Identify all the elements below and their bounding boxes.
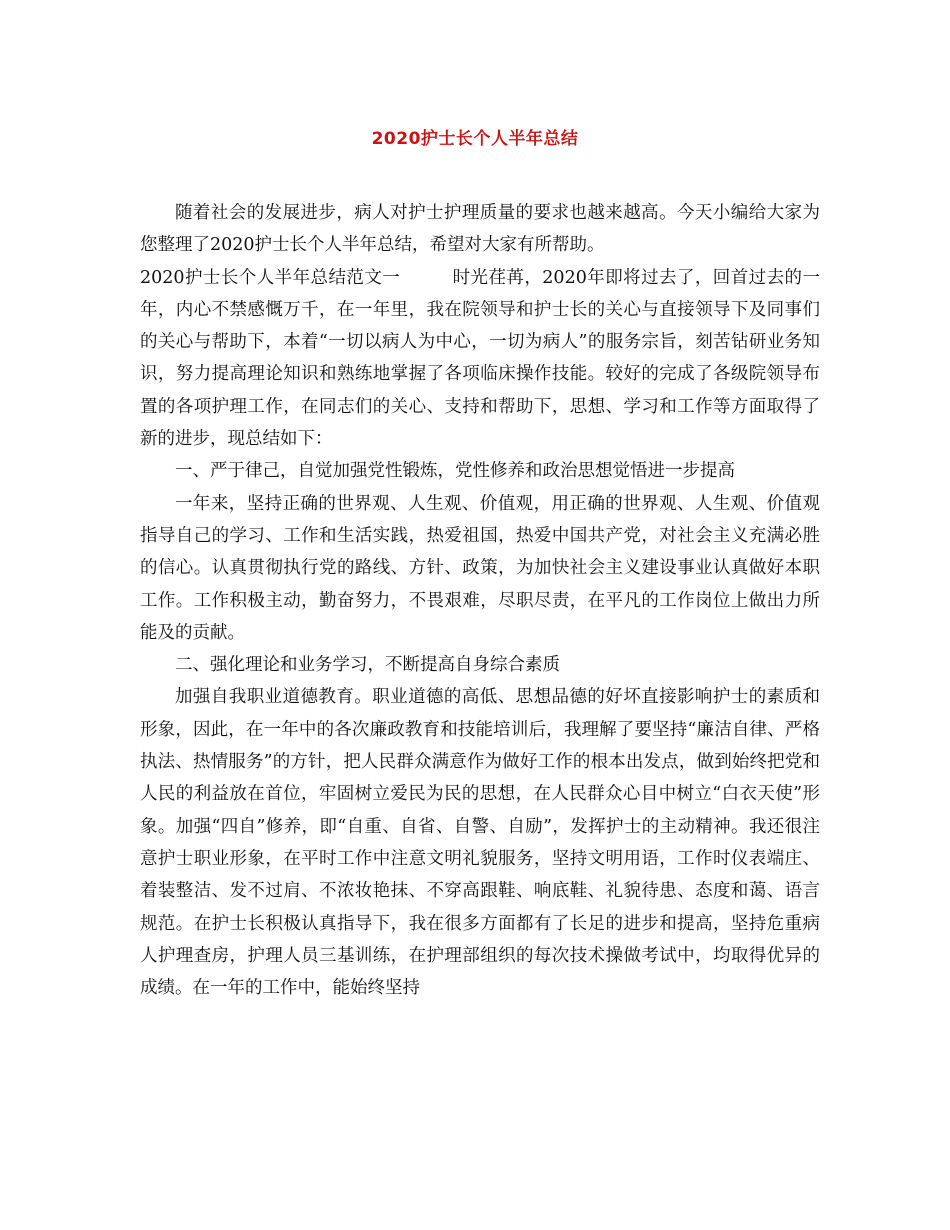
sample-opening: 时光荏苒，2020年即将过去了，回首过去的一年，内心不禁感慨万千，在一年里，我在院领导和护士长的关心与直接领导下及同事们的关心与帮助下，本着“一切以病人为中心，一切为病人”的服务宗旨，刻苦钻研业务知识，努力提高理论知识和熟练地掌握了各项临床操作技能。较好的完成了各级院领导布置的各项护理工作，在同志们的关心、支持和帮助下，思想、学习和工作等方面取得了新的进步，现总结如下：	[140, 267, 820, 450]
document-title: 2020护士长个人半年总结	[371, 129, 579, 149]
intro-paragraph: 随着社会的发展进步，病人对护士护理质量的要求也越来越高。今天小编给大家为您整理了2020护士长个人半年总结，希望对大家有所帮助。	[140, 203, 820, 256]
section-body-1: 一年来，坚持正确的世界观、人生观、价值观，用正确的世界观、人生观、价值观指导自己的学习、工作和生活实践，热爱祖国，热爱中国共产党，对社会主义充满必胜的信心。认真贯彻执行党的路线、方针、政策，为加快社会主义建设事业认真做好本职工作。工作积极主动，勤奋努力，不畏艰难，尽职尽责，在平凡的工作岗位上做出力所能及的贡献。	[140, 493, 820, 643]
sample-paragraph	[140, 262, 820, 456]
section-heading-2: 二、强化理论和业务学习，不断提高自身综合素质	[175, 655, 560, 676]
sample-label: 2020护士长个人半年总结范文一	[140, 267, 401, 288]
document-body	[140, 197, 820, 1004]
section-body-2: 加强自我职业道德教育。职业道德的高低、思想品德的好坏直接影响护士的素质和形象，因此，在一年中的各次廉政教育和技能培训后，我理解了要坚持“廉洁自律、严格执法、热情服务”的方针，把人民群众满意作为做好工作的根本出发点，做到始终把党和人民的利益放在首位，牢固树立爱民为民的思想，在人民群众心目中树立“白衣天使”形象。加强“四自”修养，即“自重、自省、自警、自励”，发挥护士的主动精神。我还很注意护士职业形象，在平时工作中注意文明礼貌服务，坚持文明用语，工作时仪表端庄、着装整洁、发不过肩、不浓妆艳抹、不穿高跟鞋、响底鞋、礼貌待患、态度和蔼、语言规范。在护士长积极认真指导下，我在很多方面都有了长足的进步和提高，坚持危重病人护理查房，护理人员三基训练，在护理部组织的每次技术操做考试中，均取得优异的成绩。在一年的工作中，能始终坚持	[140, 687, 820, 999]
section-heading-1: 一、严于律己，自觉加强党性锻炼，党性修养和政治思想觉悟进一步提高	[175, 461, 735, 482]
